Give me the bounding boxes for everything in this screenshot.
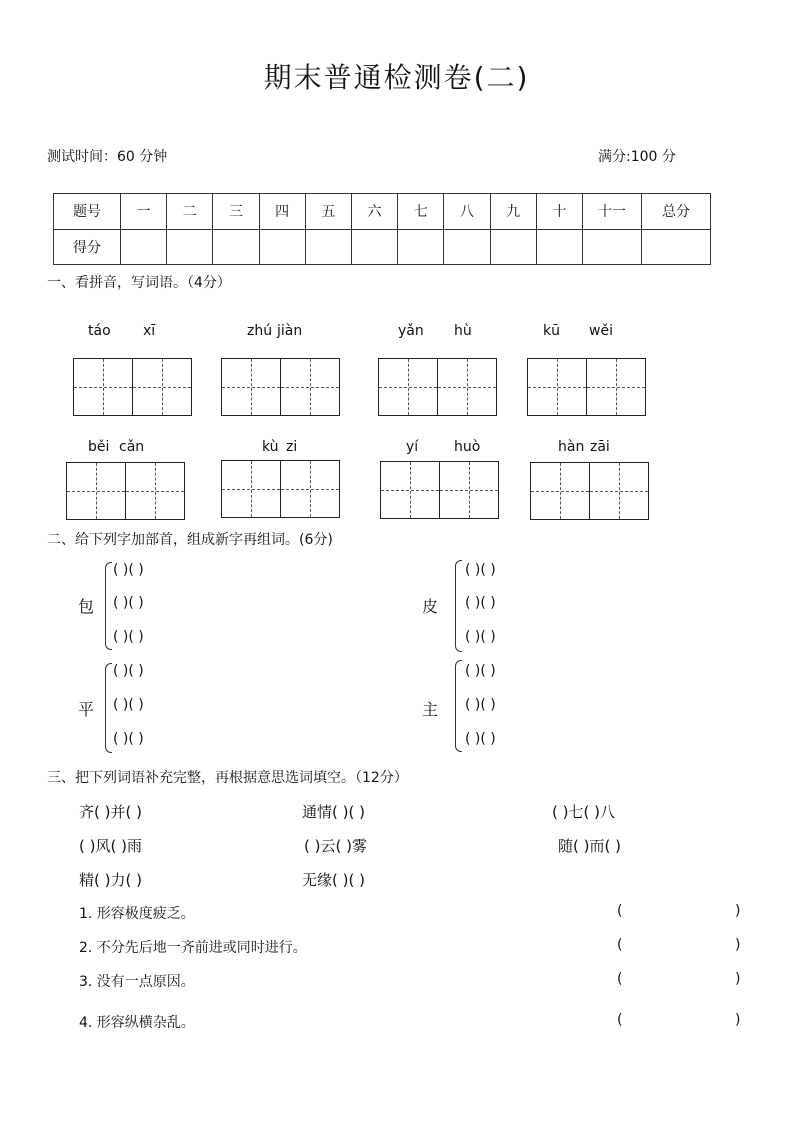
score-input-cell[interactable] bbox=[167, 229, 213, 265]
answer-paren-close: ) bbox=[735, 1012, 741, 1028]
tianzige-box[interactable] bbox=[530, 462, 649, 520]
tianzige-box[interactable] bbox=[73, 358, 192, 416]
score-header-cell: 题号 bbox=[54, 194, 121, 230]
score-input-cell[interactable] bbox=[536, 229, 582, 265]
question-item: 3. 没有一点原因。 bbox=[79, 974, 195, 990]
score-input-cell[interactable] bbox=[259, 229, 305, 265]
radical-base-char: 主 bbox=[422, 700, 439, 719]
score-header-cell: 三 bbox=[213, 194, 259, 230]
pinyin-syllable: táo bbox=[88, 323, 111, 339]
brace bbox=[455, 560, 462, 652]
page-title: 期末普通检测卷(二) bbox=[263, 61, 530, 94]
tianzige-box[interactable] bbox=[221, 358, 340, 416]
section3-heading: 三、把下列词语补充完整，再根据意思选词填空。（12分） bbox=[47, 770, 408, 786]
brace bbox=[105, 663, 112, 753]
pinyin-syllable: zi bbox=[286, 439, 298, 455]
score-table bbox=[53, 193, 711, 265]
question-item: 4. 形容纵横杂乱。 bbox=[79, 1015, 195, 1031]
tianzige-box[interactable] bbox=[221, 460, 340, 518]
tianzige-box[interactable] bbox=[380, 461, 499, 519]
pinyin-syllable: kù bbox=[262, 439, 279, 455]
answer-paren-open[interactable]: ( bbox=[617, 971, 623, 987]
pinyin-syllable: hù bbox=[454, 323, 472, 339]
tianzige-box[interactable] bbox=[66, 462, 185, 520]
pinyin-syllable: cǎn bbox=[119, 439, 145, 455]
radical-base-char: 包 bbox=[78, 597, 95, 616]
pinyin-syllable: xī bbox=[143, 323, 156, 339]
score-input-cell[interactable] bbox=[351, 229, 397, 265]
score-header-cell: 五 bbox=[305, 194, 351, 230]
score-header-cell: 七 bbox=[398, 194, 444, 230]
answer-paren-close: ) bbox=[735, 937, 741, 953]
score-input-cell[interactable] bbox=[490, 229, 536, 265]
idiom-blank[interactable]: 通情( )( ) bbox=[302, 803, 365, 821]
pinyin-syllable: zāi bbox=[590, 439, 610, 455]
tianzige-box[interactable] bbox=[527, 358, 646, 416]
pinyin-syllable: jiàn bbox=[277, 323, 303, 339]
answer-paren-open[interactable]: ( bbox=[617, 903, 623, 919]
score-header-cell: 二 bbox=[167, 194, 213, 230]
score-input-cell[interactable] bbox=[444, 229, 490, 265]
test-time: 测试时间：60 分钟 bbox=[47, 149, 168, 165]
section1-heading: 一、看拼音，写词语。（4分） bbox=[47, 275, 231, 291]
answer-paren-close: ) bbox=[735, 903, 741, 919]
blank-pair[interactable]: ( )( ) bbox=[113, 562, 144, 578]
blank-pair[interactable]: ( )( ) bbox=[465, 595, 496, 611]
full-score: 满分:100 分 bbox=[598, 149, 676, 165]
score-row-label: 得分 bbox=[54, 229, 121, 265]
question-item: 2. 不分先后地一齐前进或同时进行。 bbox=[79, 940, 307, 956]
blank-pair[interactable]: ( )( ) bbox=[113, 697, 144, 713]
score-header-cell: 十一 bbox=[583, 194, 642, 230]
blank-pair[interactable]: ( )( ) bbox=[465, 697, 496, 713]
idiom-blank[interactable]: 精( )力( ) bbox=[79, 871, 142, 889]
pinyin-syllable: huò bbox=[454, 439, 481, 455]
brace bbox=[105, 562, 112, 650]
score-input-cell[interactable] bbox=[305, 229, 351, 265]
score-input-cell[interactable] bbox=[583, 229, 642, 265]
section2-heading: 二、给下列字加部首，组成新字再组词。(6分) bbox=[47, 532, 333, 548]
score-table-header-row bbox=[54, 194, 711, 230]
brace bbox=[455, 660, 462, 752]
score-header-cell: 十 bbox=[536, 194, 582, 230]
question-item: 1. 形容极度疲乏。 bbox=[79, 906, 195, 922]
score-header-cell: 八 bbox=[444, 194, 490, 230]
answer-paren-close: ) bbox=[735, 971, 741, 987]
pinyin-syllable: hàn bbox=[558, 439, 585, 455]
pinyin-syllable: běi bbox=[88, 439, 110, 455]
pinyin-syllable: zhú bbox=[247, 323, 273, 339]
score-header-cell: 九 bbox=[490, 194, 536, 230]
radical-base-char: 平 bbox=[78, 700, 95, 719]
blank-pair[interactable]: ( )( ) bbox=[465, 562, 496, 578]
score-header-cell: 一 bbox=[121, 194, 167, 230]
blank-pair[interactable]: ( )( ) bbox=[113, 663, 144, 679]
blank-pair[interactable]: ( )( ) bbox=[465, 663, 496, 679]
blank-pair[interactable]: ( )( ) bbox=[113, 731, 144, 747]
idiom-blank[interactable]: 随( )而( ) bbox=[558, 837, 621, 855]
blank-pair[interactable]: ( )( ) bbox=[465, 629, 496, 645]
blank-pair[interactable]: ( )( ) bbox=[113, 595, 144, 611]
score-header-cell: 四 bbox=[259, 194, 305, 230]
score-input-cell[interactable] bbox=[642, 229, 711, 265]
pinyin-syllable: wěi bbox=[589, 323, 613, 339]
score-header-cell: 总分 bbox=[642, 194, 711, 230]
score-input-cell[interactable] bbox=[121, 229, 167, 265]
blank-pair[interactable]: ( )( ) bbox=[465, 731, 496, 747]
blank-pair[interactable]: ( )( ) bbox=[113, 629, 144, 645]
answer-paren-open[interactable]: ( bbox=[617, 937, 623, 953]
pinyin-syllable: kū bbox=[543, 323, 560, 339]
pinyin-syllable: yí bbox=[406, 439, 419, 455]
score-input-cell[interactable] bbox=[213, 229, 259, 265]
tianzige-box[interactable] bbox=[378, 358, 497, 416]
answer-paren-open[interactable]: ( bbox=[617, 1012, 623, 1028]
score-input-cell[interactable] bbox=[398, 229, 444, 265]
idiom-blank[interactable]: ( )风( )雨 bbox=[79, 837, 142, 855]
idiom-blank[interactable]: 齐( )并( ) bbox=[79, 803, 142, 821]
radical-base-char: 皮 bbox=[422, 597, 439, 616]
idiom-blank[interactable]: 无缘( )( ) bbox=[302, 871, 365, 889]
score-table-score-row bbox=[54, 229, 711, 265]
idiom-blank[interactable]: ( )七( )八 bbox=[552, 803, 615, 821]
idiom-blank[interactable]: ( )云( )雾 bbox=[304, 837, 367, 855]
pinyin-syllable: yǎn bbox=[398, 323, 424, 339]
score-header-cell: 六 bbox=[351, 194, 397, 230]
